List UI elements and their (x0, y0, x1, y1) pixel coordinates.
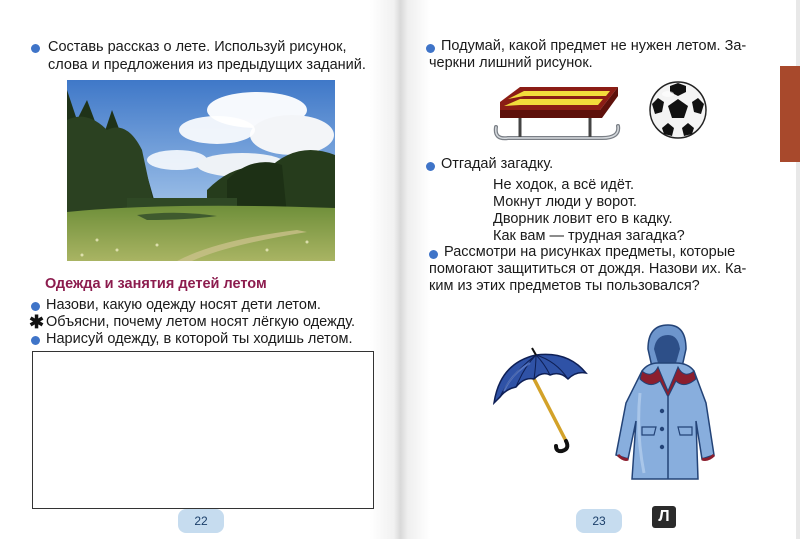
task-rain-line2: помогают защититься от дождя. Назови их. Ка- (429, 261, 747, 277)
task-name-clothes: Назови, какую одежду носят дети летом. (46, 297, 321, 313)
page-number-left: 22 (178, 509, 224, 533)
page-number-right: 23 (576, 509, 622, 533)
soccer-ball-icon[interactable] (648, 80, 708, 140)
summer-landscape-photo (67, 80, 335, 261)
drawing-area[interactable] (32, 351, 374, 509)
bullet-icon (31, 336, 40, 345)
bullet-icon (426, 44, 435, 53)
bullet-icon (426, 162, 435, 171)
task-rain-line3: ким из этих предметов ты пользовался? (429, 278, 700, 294)
publisher-logo: Л (652, 506, 676, 528)
bullet-icon (31, 44, 40, 53)
bullet-icon (429, 250, 438, 259)
riddle-line: Мокнут люди у ворот. (493, 194, 637, 210)
section-heading: Одежда и занятия детей летом (45, 276, 267, 292)
raincoat-icon[interactable] (610, 323, 720, 483)
sled-icon[interactable] (490, 82, 624, 142)
asterisk-icon: ✱ (29, 312, 45, 332)
umbrella-icon[interactable] (490, 345, 590, 455)
task-riddle: Отгадай загадку. (441, 156, 554, 172)
riddle-line: Как вам — трудная загадка? (493, 228, 685, 244)
task-odd-one-line2: черкни лишний рисунок. (429, 55, 593, 71)
task-explain-clothes: Объясни, почему летом носят лёгкую одежду. (46, 314, 356, 330)
riddle-line: Не ходок, а всё идёт. (493, 177, 634, 193)
riddle-line: Дворник ловит его в кадку. (493, 211, 673, 227)
chapter-tab (780, 66, 800, 162)
task-odd-one-line1: Подумай, какой предмет не нужен летом. За- (441, 38, 747, 54)
bullet-icon (31, 302, 40, 311)
task-rain-line1: Рассмотри на рисунках предметы, которые (444, 244, 736, 260)
task-draw-clothes: Нарисуй одежду, в которой ты ходишь летом. (46, 331, 353, 347)
summer-landscape-illustration (67, 80, 335, 261)
task-story-line2: слова и предложения из предыдущих заданий. (48, 57, 366, 73)
task-story-line1: Составь рассказ о лете. Используй рисунок, (48, 39, 347, 55)
